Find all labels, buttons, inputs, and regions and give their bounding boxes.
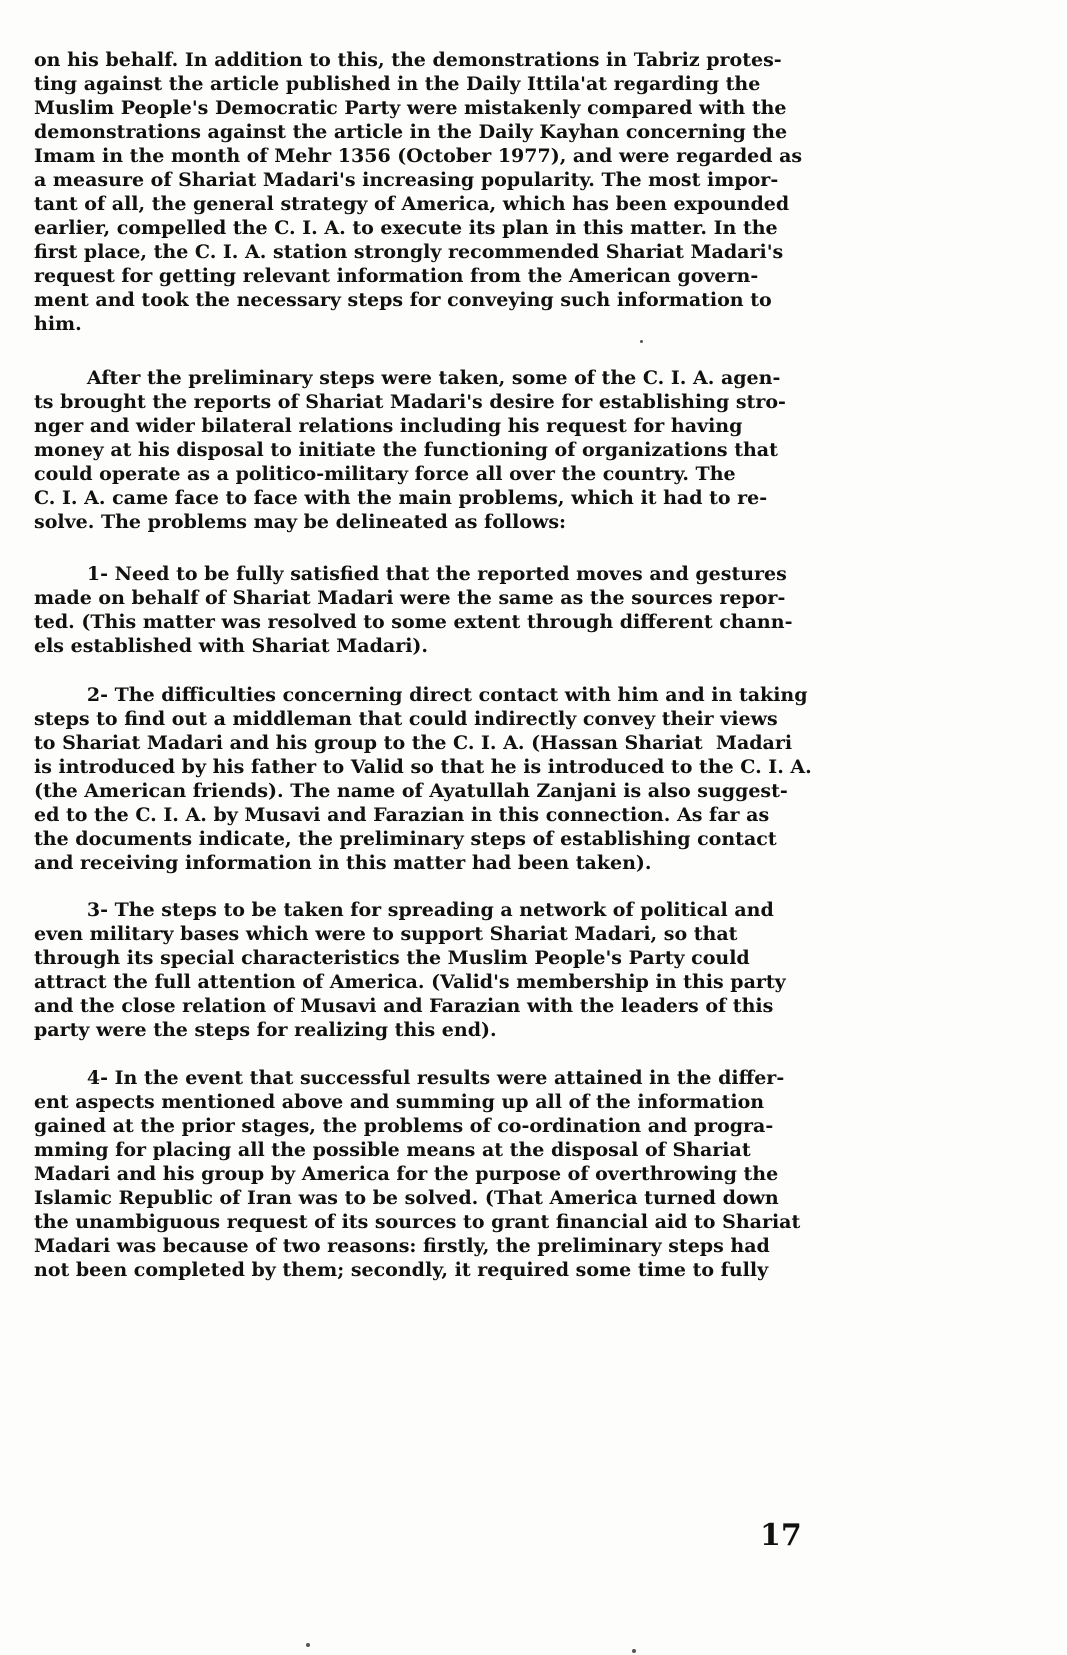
text-line: 2- The difficulties concerning direct contact with him and in taking <box>34 684 808 706</box>
text-line: is introduced by his father to Valid so that he is introduced to the C. I. A. <box>34 756 812 778</box>
text-line: on his behalf. In addition to this, the demonstrations in Tabriz protes- <box>34 49 782 71</box>
text-line: nger and wider bilateral relations including his request for having <box>34 415 743 437</box>
text-line: Imam in the month of Mehr 1356 (October 1977), and were regarded as <box>34 145 803 167</box>
text-line: Madari was because of two reasons: firstly, the preliminary steps had <box>34 1235 770 1257</box>
text-line: gained at the prior stages, the problems of co-ordination and progra- <box>34 1115 774 1137</box>
paragraph-continuation <box>34 48 894 336</box>
text-line: ted. (This matter was resolved to some extent through different chann- <box>34 611 793 633</box>
text-line: the unambiguous request of its sources to grant financial aid to Shariat <box>34 1211 801 1233</box>
text-line: solve. The problems may be delineated as follows: <box>34 511 567 533</box>
text-line: Islamic Republic of Iran was to be solved. (That America turned down <box>34 1187 779 1209</box>
text-line: C. I. A. came face to face with the main problems, which it had to re- <box>34 487 768 509</box>
text-line: mming for placing all the possible means at the disposal of Shariat <box>34 1139 751 1161</box>
text-line: to Shariat Madari and his group to the C. I. A. (Hassan Shariat Madari <box>34 732 793 754</box>
text-line: steps to find out a middleman that could indirectly convey their views <box>34 708 778 730</box>
text-line: Madari and his group by America for the purpose of overthrowing the <box>34 1163 779 1185</box>
text-line: ts brought the reports of Shariat Madari's desire for establishing stro- <box>34 391 786 413</box>
text-line: money at his disposal to initiate the functioning of organizations that <box>34 439 778 461</box>
text-line: could operate as a politico-military force all over the country. The <box>34 463 736 485</box>
text-line: not been completed by them; secondly, it required some time to fully <box>34 1259 769 1281</box>
text-line: the documents indicate, the preliminary steps of establishing contact <box>34 828 777 850</box>
text-line: (the American friends). The name of Ayatullah Zanjani is also suggest- <box>34 780 788 802</box>
text-line: him. <box>34 313 82 335</box>
text-line: 3- The steps to be taken for spreading a network of political and <box>34 899 774 921</box>
text-line: 1- Need to be fully satisfied that the reported moves and gestures <box>34 563 787 585</box>
paragraph-item-2 <box>34 683 894 875</box>
text-line: a measure of Shariat Madari's increasing popularity. The most impor- <box>34 169 779 191</box>
text-line: ent aspects mentioned above and summing up all of the information <box>34 1091 765 1113</box>
paragraph-item-4 <box>34 1066 894 1282</box>
page-number: 17 <box>760 1518 802 1553</box>
text-line: request for getting relevant information from the American govern- <box>34 265 759 287</box>
text-line: party were the steps for realizing this end). <box>34 1019 497 1041</box>
text-line: tant of all, the general strategy of America, which has been expounded <box>34 193 790 215</box>
text-line: through its special characteristics the Muslim People's Party could <box>34 947 750 969</box>
text-line: earlier, compelled the C. I. A. to execute its plan in this matter. In the <box>34 217 778 239</box>
scan-speck <box>632 1649 636 1653</box>
paragraph-preliminary-steps <box>34 366 894 534</box>
paragraph-item-3 <box>34 898 894 1042</box>
text-line: ting against the article published in the Daily Ittila'at regarding the <box>34 73 761 95</box>
text-line: els established with Shariat Madari). <box>34 635 429 657</box>
paragraph-item-1 <box>34 562 894 658</box>
text-line: and receiving information in this matter had been taken). <box>34 852 652 874</box>
text-line: and the close relation of Musavi and Farazian with the leaders of this <box>34 995 774 1017</box>
text-line: 4- In the event that successful results were attained in the differ- <box>34 1067 785 1089</box>
text-line: After the preliminary steps were taken, some of the C. I. A. agen- <box>34 367 781 389</box>
scan-speck <box>640 340 643 343</box>
text-line: Muslim People's Democratic Party were mistakenly compared with the <box>34 97 787 119</box>
text-line: ment and took the necessary steps for conveying such information to <box>34 289 772 311</box>
text-line: even military bases which were to support Shariat Madari, so that <box>34 923 738 945</box>
text-line: first place, the C. I. A. station strongly recommended Shariat Madari's <box>34 241 784 263</box>
text-line: made on behalf of Shariat Madari were the same as the sources repor- <box>34 587 786 609</box>
text-line: demonstrations against the article in the Daily Kayhan concerning the <box>34 121 788 143</box>
text-line: attract the full attention of America. (Valid's membership in this party <box>34 971 786 993</box>
scan-speck <box>306 1643 310 1647</box>
text-line: ed to the C. I. A. by Musavi and Farazian in this connection. As far as <box>34 804 770 826</box>
